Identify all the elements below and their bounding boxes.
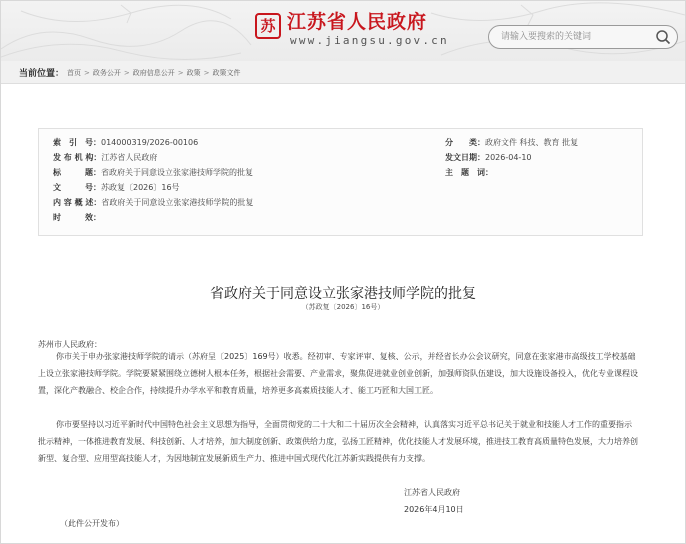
meta-category (445, 137, 578, 148)
document-number: （苏政复〔2026〕16号） (301, 303, 385, 311)
meta-index-key: 索 引 号： (53, 138, 101, 147)
meta-validity (53, 212, 101, 223)
document-title: 省政府关于同意设立张家港技师学院的批复 (210, 286, 476, 302)
breadcrumb-link-info-disclosure[interactable]: 政府信息公开 (132, 69, 175, 77)
breadcrumb (67, 68, 241, 78)
meta-publisher (53, 152, 157, 163)
document-addressee: 苏州市人民政府： (38, 340, 102, 349)
breadcrumb-link-policy[interactable]: 政策 (186, 69, 201, 77)
document-metadata-box (38, 128, 643, 236)
breadcrumb-link-home[interactable]: 首页 (67, 69, 81, 77)
document-signer: 江苏省人民政府 (404, 488, 460, 497)
meta-title (53, 167, 253, 178)
search-box (488, 25, 678, 49)
document-paragraph-2: 你市要坚持以习近平新时代中国特色社会主义思想为指导，全面贯彻党的二十大和二十届历次全会精神，认真落实习近平总书记关于就业和技能人才工作的重要指示批示精神，一体推进教育发展、科技创新、人才培养，加大制度创新、政策供给力度，弘扬工匠精神，优化技能人才发展环境，推进技工教育高质量特色发展，大力培养创新型、复合型、应用型高技能人才，为因地制宜发展新质生产力、推进中国式现代化江苏新实践提供有力支撑。 (38, 420, 638, 463)
search-icon[interactable] (655, 29, 671, 45)
meta-doc-number (53, 182, 180, 193)
site-header (1, 1, 685, 61)
meta-index (53, 137, 198, 148)
meta-title-key: 标 题： (53, 168, 101, 177)
meta-summary-value: 省政府关于同意设立张家港技师学院的批复 (101, 198, 254, 207)
meta-summary (53, 197, 253, 208)
breadcrumb-separator: > (84, 69, 90, 77)
meta-publisher-value: 江苏省人民政府 (101, 153, 158, 162)
document-publication-note: （此件公开发布） (60, 519, 124, 528)
document-paragraph-1: 你市关于申办张家港技师学院的请示（苏府呈〔2025〕169号）收悉。经初审、专家评审、复核、公示，并经省长办公会议研究，同意在张家港市高级技工学校基础上设立张家港技师学院。学院要紧紧围绕立德树人根本任务，根据社会需要、产业需求，聚焦促进就业创业创新，加强师资队伍建设，加大设施设备投入，优化专业课程设置，深化产教融合、校企合作，持续提升办学水平和教育质量，培养更多高素质技能人才、能工巧匠和大国工匠。 (38, 352, 638, 395)
meta-date-value: 2026-04-10 (485, 153, 532, 162)
meta-topic-key: 主 题 词： (445, 168, 493, 177)
meta-validity-key: 时 效： (53, 213, 101, 222)
meta-doc-number-key: 文 号： (53, 183, 101, 192)
meta-date-key: 发文日期： (445, 153, 485, 162)
meta-summary-key: 内 容 概 述： (53, 198, 102, 207)
breadcrumb-link-gov-affairs[interactable]: 政务公开 (92, 69, 121, 77)
meta-date (445, 152, 532, 163)
site-url: www.jiangsu.gov.cn (290, 34, 449, 47)
meta-category-value: 政府文件 科技、教育 批复 (485, 138, 579, 147)
breadcrumb-separator: > (177, 69, 184, 77)
breadcrumb-separator: > (203, 69, 210, 77)
search-input[interactable] (501, 28, 651, 46)
meta-publisher-key: 发 布 机 构： (53, 153, 102, 162)
meta-category-key: 分 类： (445, 138, 485, 147)
meta-index-value: 014000319/2026-00106 (101, 138, 199, 147)
document-sign-date: 2026年4月10日 (404, 505, 464, 514)
breadcrumb-link-policy-files[interactable]: 政策文件 (212, 69, 241, 77)
breadcrumb-separator: > (123, 69, 130, 77)
government-emblem-logo[interactable]: 苏 (255, 13, 281, 39)
meta-doc-number-value: 苏政复〔2026〕16号 (101, 183, 180, 192)
breadcrumb-bar (1, 61, 685, 84)
breadcrumb-label: 当前位置： (19, 69, 65, 79)
meta-title-value: 省政府关于同意设立张家港技师学院的批复 (101, 168, 253, 177)
site-title[interactable]: 江苏省人民政府 (287, 11, 428, 33)
meta-topic (445, 167, 493, 178)
